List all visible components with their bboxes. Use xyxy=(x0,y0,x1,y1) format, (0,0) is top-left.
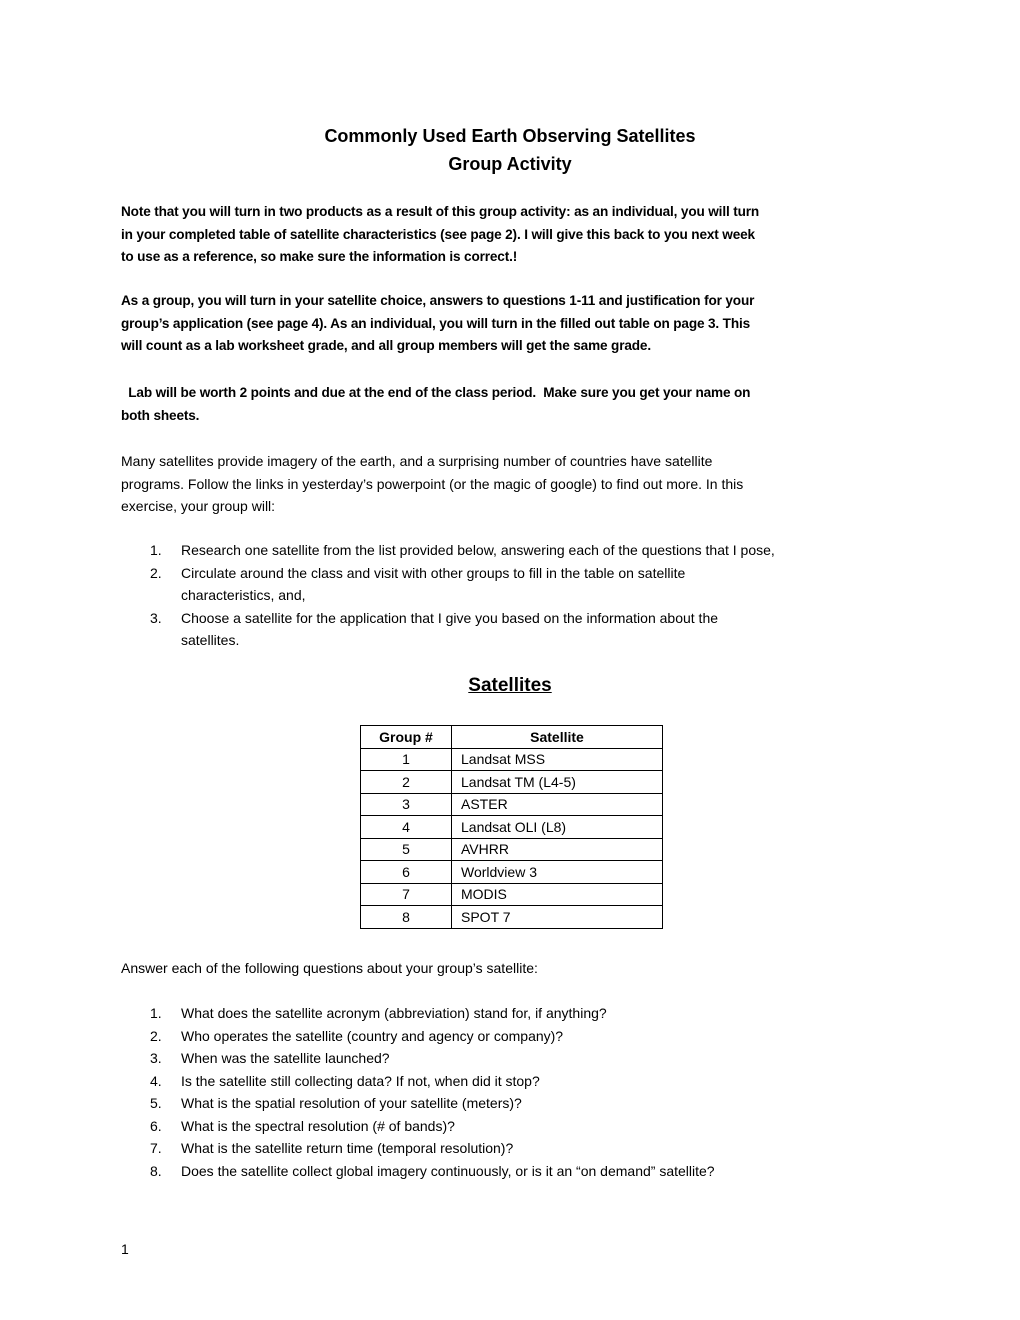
text-line: both sheets. xyxy=(121,407,200,423)
list-number: 4. xyxy=(150,1072,162,1089)
page-number: 1 xyxy=(121,1241,129,1257)
satellite-cell: Worldview 3 xyxy=(452,861,663,884)
satellite-cell: SPOT 7 xyxy=(452,906,663,929)
list-number: 8. xyxy=(150,1162,162,1179)
note-paragraph xyxy=(121,201,911,269)
intro-paragraph xyxy=(121,450,911,518)
text-line: Many satellites provide imagery of the earth, and a surprising number of countries have satellite xyxy=(121,453,713,469)
list-number: 3. xyxy=(150,1050,162,1066)
list-number: 6. xyxy=(150,1117,162,1134)
question-item xyxy=(150,1160,930,1183)
group-cell: 3 xyxy=(361,793,452,816)
table-row xyxy=(361,771,663,794)
table-header-row xyxy=(361,726,663,749)
question-item xyxy=(150,1070,930,1093)
list-number: 1. xyxy=(150,542,162,558)
table-row xyxy=(361,838,663,861)
questions-intro xyxy=(121,957,911,980)
list-item xyxy=(150,562,930,607)
question-text: Is the satellite still collecting data? If not, when did it stop? xyxy=(181,1072,540,1089)
satellite-cell: ASTER xyxy=(452,793,663,816)
text-line: will count as a lab worksheet grade, and all group members will get the same grade. xyxy=(121,338,651,353)
table-row xyxy=(361,861,663,884)
text-line: Circulate around the class and visit with other groups to fill in the table on satellite xyxy=(181,564,686,581)
list-item xyxy=(150,607,930,652)
table-row xyxy=(361,748,663,771)
text-line: Answer each of the following questions about your group’s satellite: xyxy=(121,960,538,976)
text-line: Note that you will turn in two products as a result of this group activity: as an individual, you will turn xyxy=(121,204,760,219)
group-cell: 7 xyxy=(361,883,452,906)
lab-paragraph xyxy=(121,382,911,427)
satellite-cell: MODIS xyxy=(452,883,663,906)
text-line: group’s application (see page 4). As an individual, you will turn in the filled out table on page 3. This xyxy=(121,315,751,331)
table-row xyxy=(361,906,663,929)
question-item xyxy=(150,1137,930,1160)
group-cell: 4 xyxy=(361,816,452,839)
question-item xyxy=(150,1002,930,1025)
satellite-cell: Landsat MSS xyxy=(452,748,663,771)
text-line: Lab will be worth 2 points and due at the end of the class period. Make sure you get your name on xyxy=(121,385,751,400)
text-line: in your completed table of satellite characteristics (see page 2). I will give this back to you next week xyxy=(121,226,755,242)
text-line: Choose a satellite for the application that I give you based on the information about the xyxy=(181,609,719,626)
question-item xyxy=(150,1092,930,1115)
question-text: Who operates the satellite (country and agency or company)? xyxy=(181,1027,564,1044)
document-title: Commonly Used Earth Observing Satellites xyxy=(324,126,696,146)
text-line: characteristics, and, xyxy=(181,587,306,603)
question-text: What does the satellite acronym (abbreviation) stand for, if anything? xyxy=(181,1005,607,1021)
steps-list xyxy=(150,539,930,652)
group-cell: 8 xyxy=(361,906,452,929)
text-line: Research one satellite from the list provided below, answering each of the questions that I pose, xyxy=(181,542,775,558)
satellite-table xyxy=(360,725,663,929)
list-number: 2. xyxy=(150,1027,162,1044)
satellite-cell: AVHRR xyxy=(452,838,663,861)
text-line: exercise, your group will: xyxy=(121,498,276,514)
group-cell: 2 xyxy=(361,771,452,794)
list-number: 3. xyxy=(150,609,162,626)
list-number: 1. xyxy=(150,1005,162,1021)
list-item xyxy=(150,539,930,562)
column-header: Group # xyxy=(361,726,452,749)
group-paragraph xyxy=(121,290,911,358)
table-row xyxy=(361,883,663,906)
group-cell: 6 xyxy=(361,861,452,884)
list-number: 2. xyxy=(150,564,162,581)
satellites-heading: Satellites xyxy=(468,675,552,696)
group-cell: 1 xyxy=(361,748,452,771)
text-line: to use as a reference, so make sure the information is correct.! xyxy=(121,249,518,264)
list-number: 5. xyxy=(150,1095,162,1111)
text-line: As a group, you will turn in your satellite choice, answers to questions 1-11 and justification for your xyxy=(121,293,755,308)
table-row xyxy=(361,793,663,816)
question-text: Does the satellite collect global imagery continuously, or is it an “on demand” satellite? xyxy=(181,1162,715,1179)
text-line: programs. Follow the links in yesterday’s powerpoint (or the magic of google) to find out more. In this xyxy=(121,475,744,492)
column-header: Satellite xyxy=(452,726,663,749)
table-row xyxy=(361,816,663,839)
question-text: What is the satellite return time (temporal resolution)? xyxy=(181,1140,514,1156)
document-subtitle: Group Activity xyxy=(448,154,572,174)
questions-list xyxy=(150,1002,930,1182)
group-cell: 5 xyxy=(361,838,452,861)
satellite-cell: Landsat OLI (L8) xyxy=(452,816,663,839)
question-text: What is the spatial resolution of your satellite (meters)? xyxy=(181,1095,522,1111)
question-item xyxy=(150,1025,930,1048)
question-item xyxy=(150,1047,930,1070)
satellite-cell: Landsat TM (L4-5) xyxy=(452,771,663,794)
text-line: satellites. xyxy=(181,632,240,648)
list-number: 7. xyxy=(150,1140,162,1156)
question-text: What is the spectral resolution (# of bands)? xyxy=(181,1117,455,1134)
question-text: When was the satellite launched? xyxy=(181,1050,390,1066)
question-item xyxy=(150,1115,930,1138)
